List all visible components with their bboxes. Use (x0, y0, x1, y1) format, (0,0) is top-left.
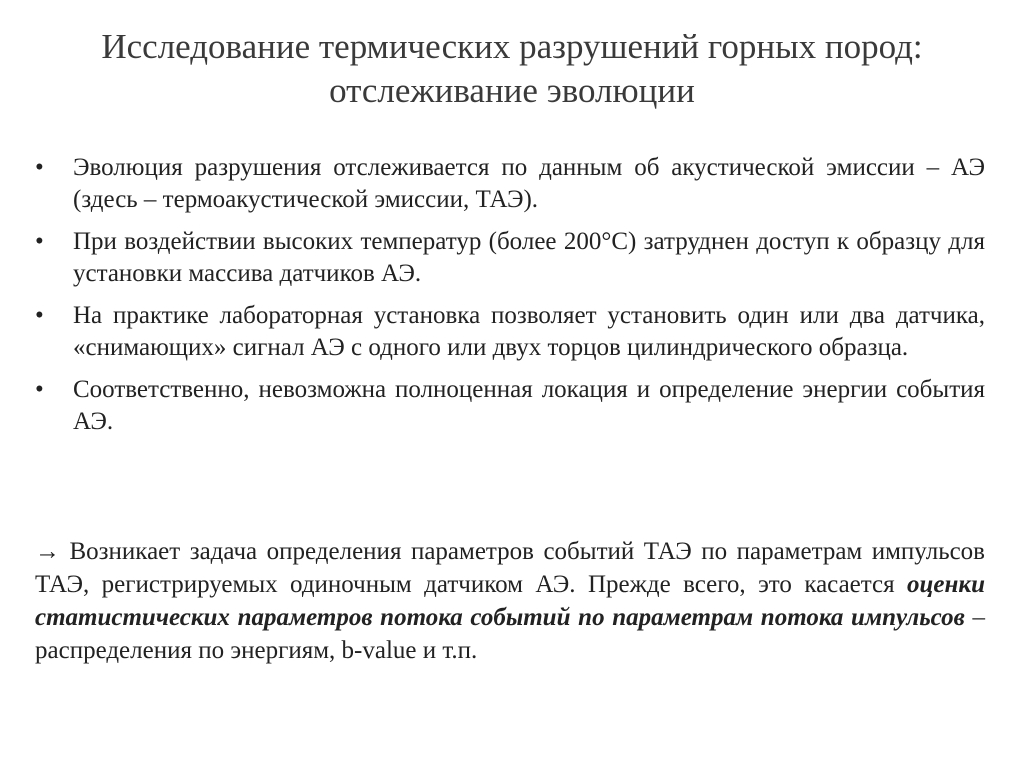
slide-title (60, 25, 964, 113)
bullet-text: Эволюция разрушения отслеживается по данным об акустической эмиссии – АЭ (здесь – термоакустической эмиссии, ТАЭ). (73, 154, 985, 213)
bullet-item (35, 152, 985, 216)
bullet-text: Соответственно, невозможна полноценная локация и определение энергии события АЭ. (73, 376, 985, 435)
slide-title-line-2: отслеживание эволюции (329, 71, 695, 110)
bullet-item (35, 226, 985, 290)
bullet-dot-icon: • (35, 376, 44, 403)
bullet-dot-icon: • (35, 228, 44, 255)
slide-title-line-1: Исследование термических разрушений горных пород: (101, 27, 923, 66)
conclusion-emphasis: оценки статистических параметров потока событий по параметрам потока импульсов (35, 571, 985, 631)
bullet-dot-icon: • (35, 302, 44, 329)
conclusion-suffix: – распределения по энергиям, b-value и т.п. (35, 604, 985, 664)
bullet-item (35, 300, 985, 364)
bullet-text: На практике лабораторная установка позволяет установить один или два датчика, «снимающих» сигнал АЭ с одного или двух торцов цилиндрического образца. (73, 302, 985, 361)
bullet-item (35, 374, 985, 438)
bullet-text: При воздействии высоких температур (более 200°С) затруднен доступ к образцу для установки массива датчиков АЭ. (73, 228, 985, 287)
bullet-dot-icon: • (35, 154, 44, 181)
conclusion-prefix: → Возникает задача определения параметров событий ТАЭ по параметрам импульсов ТАЭ, регистрируемых одиночным датчиком АЭ. Прежде всего, это касается (35, 538, 985, 598)
conclusion-paragraph (35, 535, 985, 667)
bullet-list (35, 152, 985, 448)
